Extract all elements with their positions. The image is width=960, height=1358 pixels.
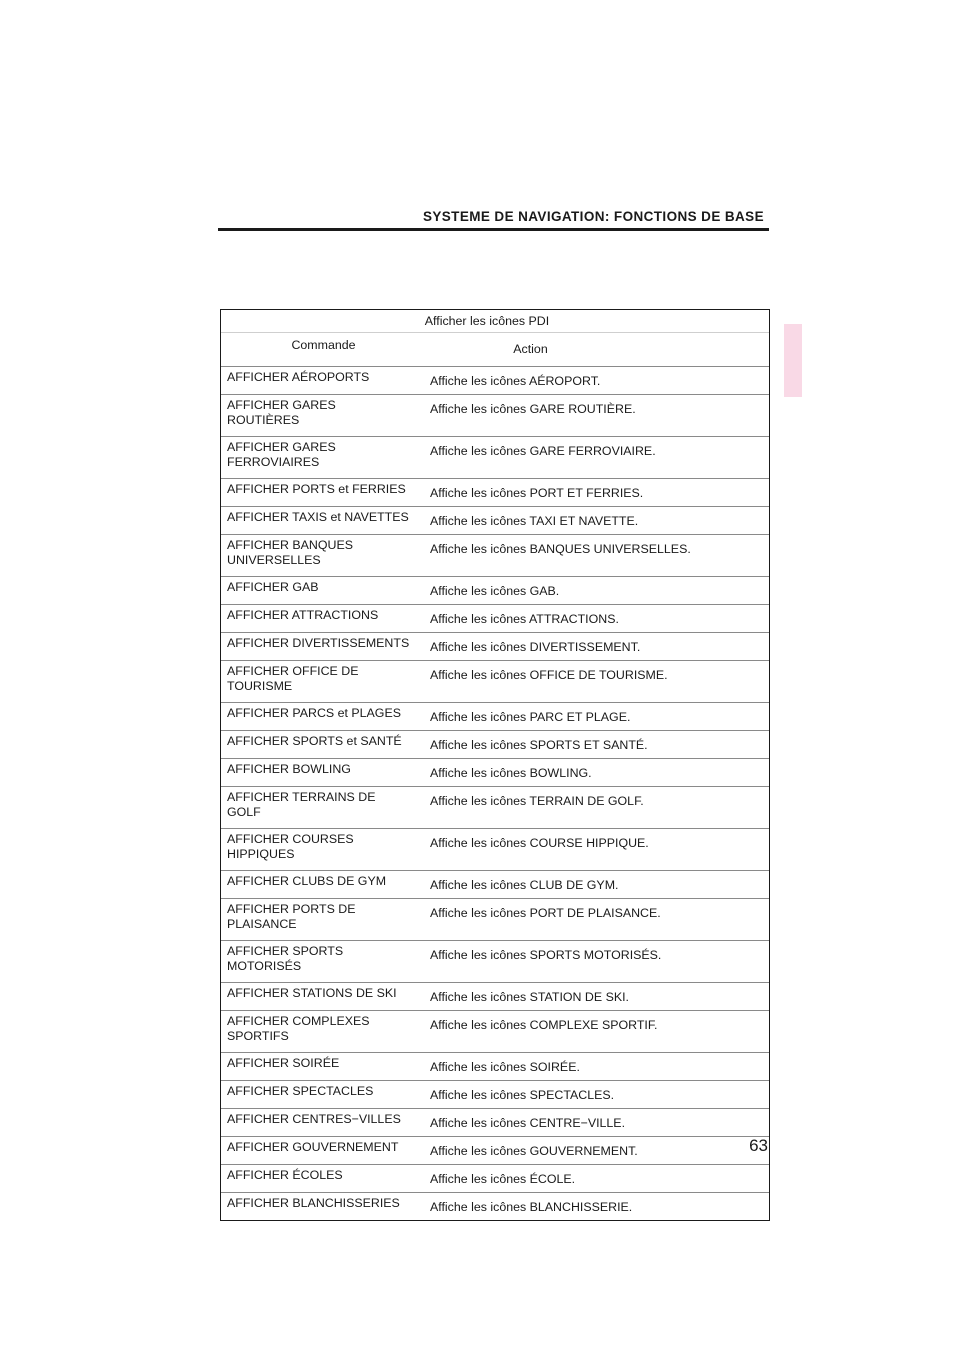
table-row [221, 367, 769, 395]
table-row [221, 507, 769, 535]
table-row [221, 1165, 769, 1193]
command-cell: AFFICHER GARES FERROVIAIRES [221, 437, 426, 479]
table-title: Afficher les icônes PDI [424, 313, 550, 328]
action-cell: Affiche les icônes BANQUES UNIVERSELLES. [426, 535, 769, 577]
table-row [221, 1053, 769, 1081]
header-rule [218, 228, 769, 231]
command-cell: AFFICHER ATTRACTIONS [221, 605, 426, 633]
page-header-title: SYSTEME DE NAVIGATION: FONCTIONS DE BASE [422, 209, 764, 224]
table-row [221, 899, 769, 941]
table-row [221, 1137, 769, 1165]
action-cell: Affiche les icônes PORT DE PLAISANCE. [426, 899, 769, 941]
command-cell: AFFICHER GARES ROUTIÈRES [221, 395, 426, 437]
command-cell: AFFICHER BANQUES UNIVERSELLES [221, 535, 426, 577]
action-cell: Affiche les icônes GAB. [426, 577, 769, 605]
table-row [221, 437, 769, 479]
command-cell: AFFICHER COURSES HIPPIQUES [221, 829, 426, 871]
command-cell: AFFICHER SPECTACLES [221, 1081, 426, 1109]
command-cell: AFFICHER SPORTS et SANTÉ [221, 731, 426, 759]
action-cell: Affiche les icônes SPORTS MOTORISÉS. [426, 941, 769, 983]
section-tab-marker [784, 324, 802, 397]
command-cell: AFFICHER SOIRÉE [221, 1053, 426, 1081]
action-cell: Affiche les icônes COMPLEXE SPORTIF. [426, 1011, 769, 1053]
table-row [221, 577, 769, 605]
command-cell: AFFICHER ÉCOLES [221, 1165, 426, 1193]
action-cell: Affiche les icônes COURSE HIPPIQUE. [426, 829, 769, 871]
action-cell: Affiche les icônes CLUB DE GYM. [426, 871, 769, 899]
table-row [221, 941, 769, 983]
table-row [221, 1193, 769, 1221]
action-cell: Affiche les icônes DIVERTISSEMENT. [426, 633, 769, 661]
action-cell: Affiche les icônes BOWLING. [426, 759, 769, 787]
action-cell: Affiche les icônes BLANCHISSERIE. [426, 1193, 769, 1221]
table-row [221, 395, 769, 437]
command-cell: AFFICHER STATIONS DE SKI [221, 983, 426, 1011]
table-row [221, 535, 769, 577]
table-row [221, 479, 769, 507]
command-cell: AFFICHER AÉROPORTS [221, 367, 426, 395]
action-cell: Affiche les icônes STATION DE SKI. [426, 983, 769, 1011]
action-cell: Affiche les icônes SPECTACLES. [426, 1081, 769, 1109]
action-cell: Affiche les icônes GARE ROUTIÈRE. [426, 395, 769, 437]
command-cell: AFFICHER TERRAINS DE GOLF [221, 787, 426, 829]
table-row [221, 633, 769, 661]
action-cell: Affiche les icônes SPORTS ET SANTÉ. [426, 731, 769, 759]
command-cell: AFFICHER TAXIS et NAVETTES [221, 507, 426, 535]
action-cell: Affiche les icônes TERRAIN DE GOLF. [426, 787, 769, 829]
action-cell: Affiche les icônes AÉROPORT. [426, 367, 769, 395]
command-cell: AFFICHER CLUBS DE GYM [221, 871, 426, 899]
action-cell: Affiche les icônes CENTRE−VILLE. [426, 1109, 769, 1137]
column-header-action: Action [426, 333, 769, 367]
table-row [221, 1081, 769, 1109]
table-row [221, 983, 769, 1011]
table-row [221, 829, 769, 871]
table-row [221, 759, 769, 787]
table-row [221, 661, 769, 703]
table-row [221, 1109, 769, 1137]
command-cell: AFFICHER PORTS et FERRIES [221, 479, 426, 507]
table-row [221, 605, 769, 633]
command-cell: AFFICHER PORTS DE PLAISANCE [221, 899, 426, 941]
table-row [221, 1011, 769, 1053]
command-cell: AFFICHER OFFICE DE TOURISME [221, 661, 426, 703]
table-row [221, 787, 769, 829]
command-cell: AFFICHER SPORTS MOTORISÉS [221, 941, 426, 983]
action-cell: Affiche les icônes SOIRÉE. [426, 1053, 769, 1081]
action-cell: Affiche les icônes GOUVERNEMENT. [426, 1137, 769, 1165]
command-cell: AFFICHER DIVERTISSEMENTS [221, 633, 426, 661]
action-cell: Affiche les icônes ÉCOLE. [426, 1165, 769, 1193]
command-cell: AFFICHER BLANCHISSERIES [221, 1193, 426, 1221]
action-cell: Affiche les icônes PARC ET PLAGE. [426, 703, 769, 731]
command-cell: AFFICHER GOUVERNEMENT [221, 1137, 426, 1165]
column-header-command: Commande [221, 333, 426, 367]
action-cell: Affiche les icônes OFFICE DE TOURISME. [426, 661, 769, 703]
action-cell: Affiche les icônes TAXI ET NAVETTE. [426, 507, 769, 535]
command-cell: AFFICHER COMPLEXES SPORTIFS [221, 1011, 426, 1053]
action-cell: Affiche les icônes PORT ET FERRIES. [426, 479, 769, 507]
command-cell: AFFICHER GAB [221, 577, 426, 605]
command-cell: AFFICHER CENTRES−VILLES [221, 1109, 426, 1137]
table-row [221, 871, 769, 899]
page-number: 63 [749, 1136, 768, 1155]
action-cell: Affiche les icônes ATTRACTIONS. [426, 605, 769, 633]
command-cell: AFFICHER PARCS et PLAGES [221, 703, 426, 731]
table-row [221, 731, 769, 759]
table-row [221, 703, 769, 731]
command-cell: AFFICHER BOWLING [221, 759, 426, 787]
poi-command-table [220, 309, 770, 1221]
action-cell: Affiche les icônes GARE FERROVIAIRE. [426, 437, 769, 479]
